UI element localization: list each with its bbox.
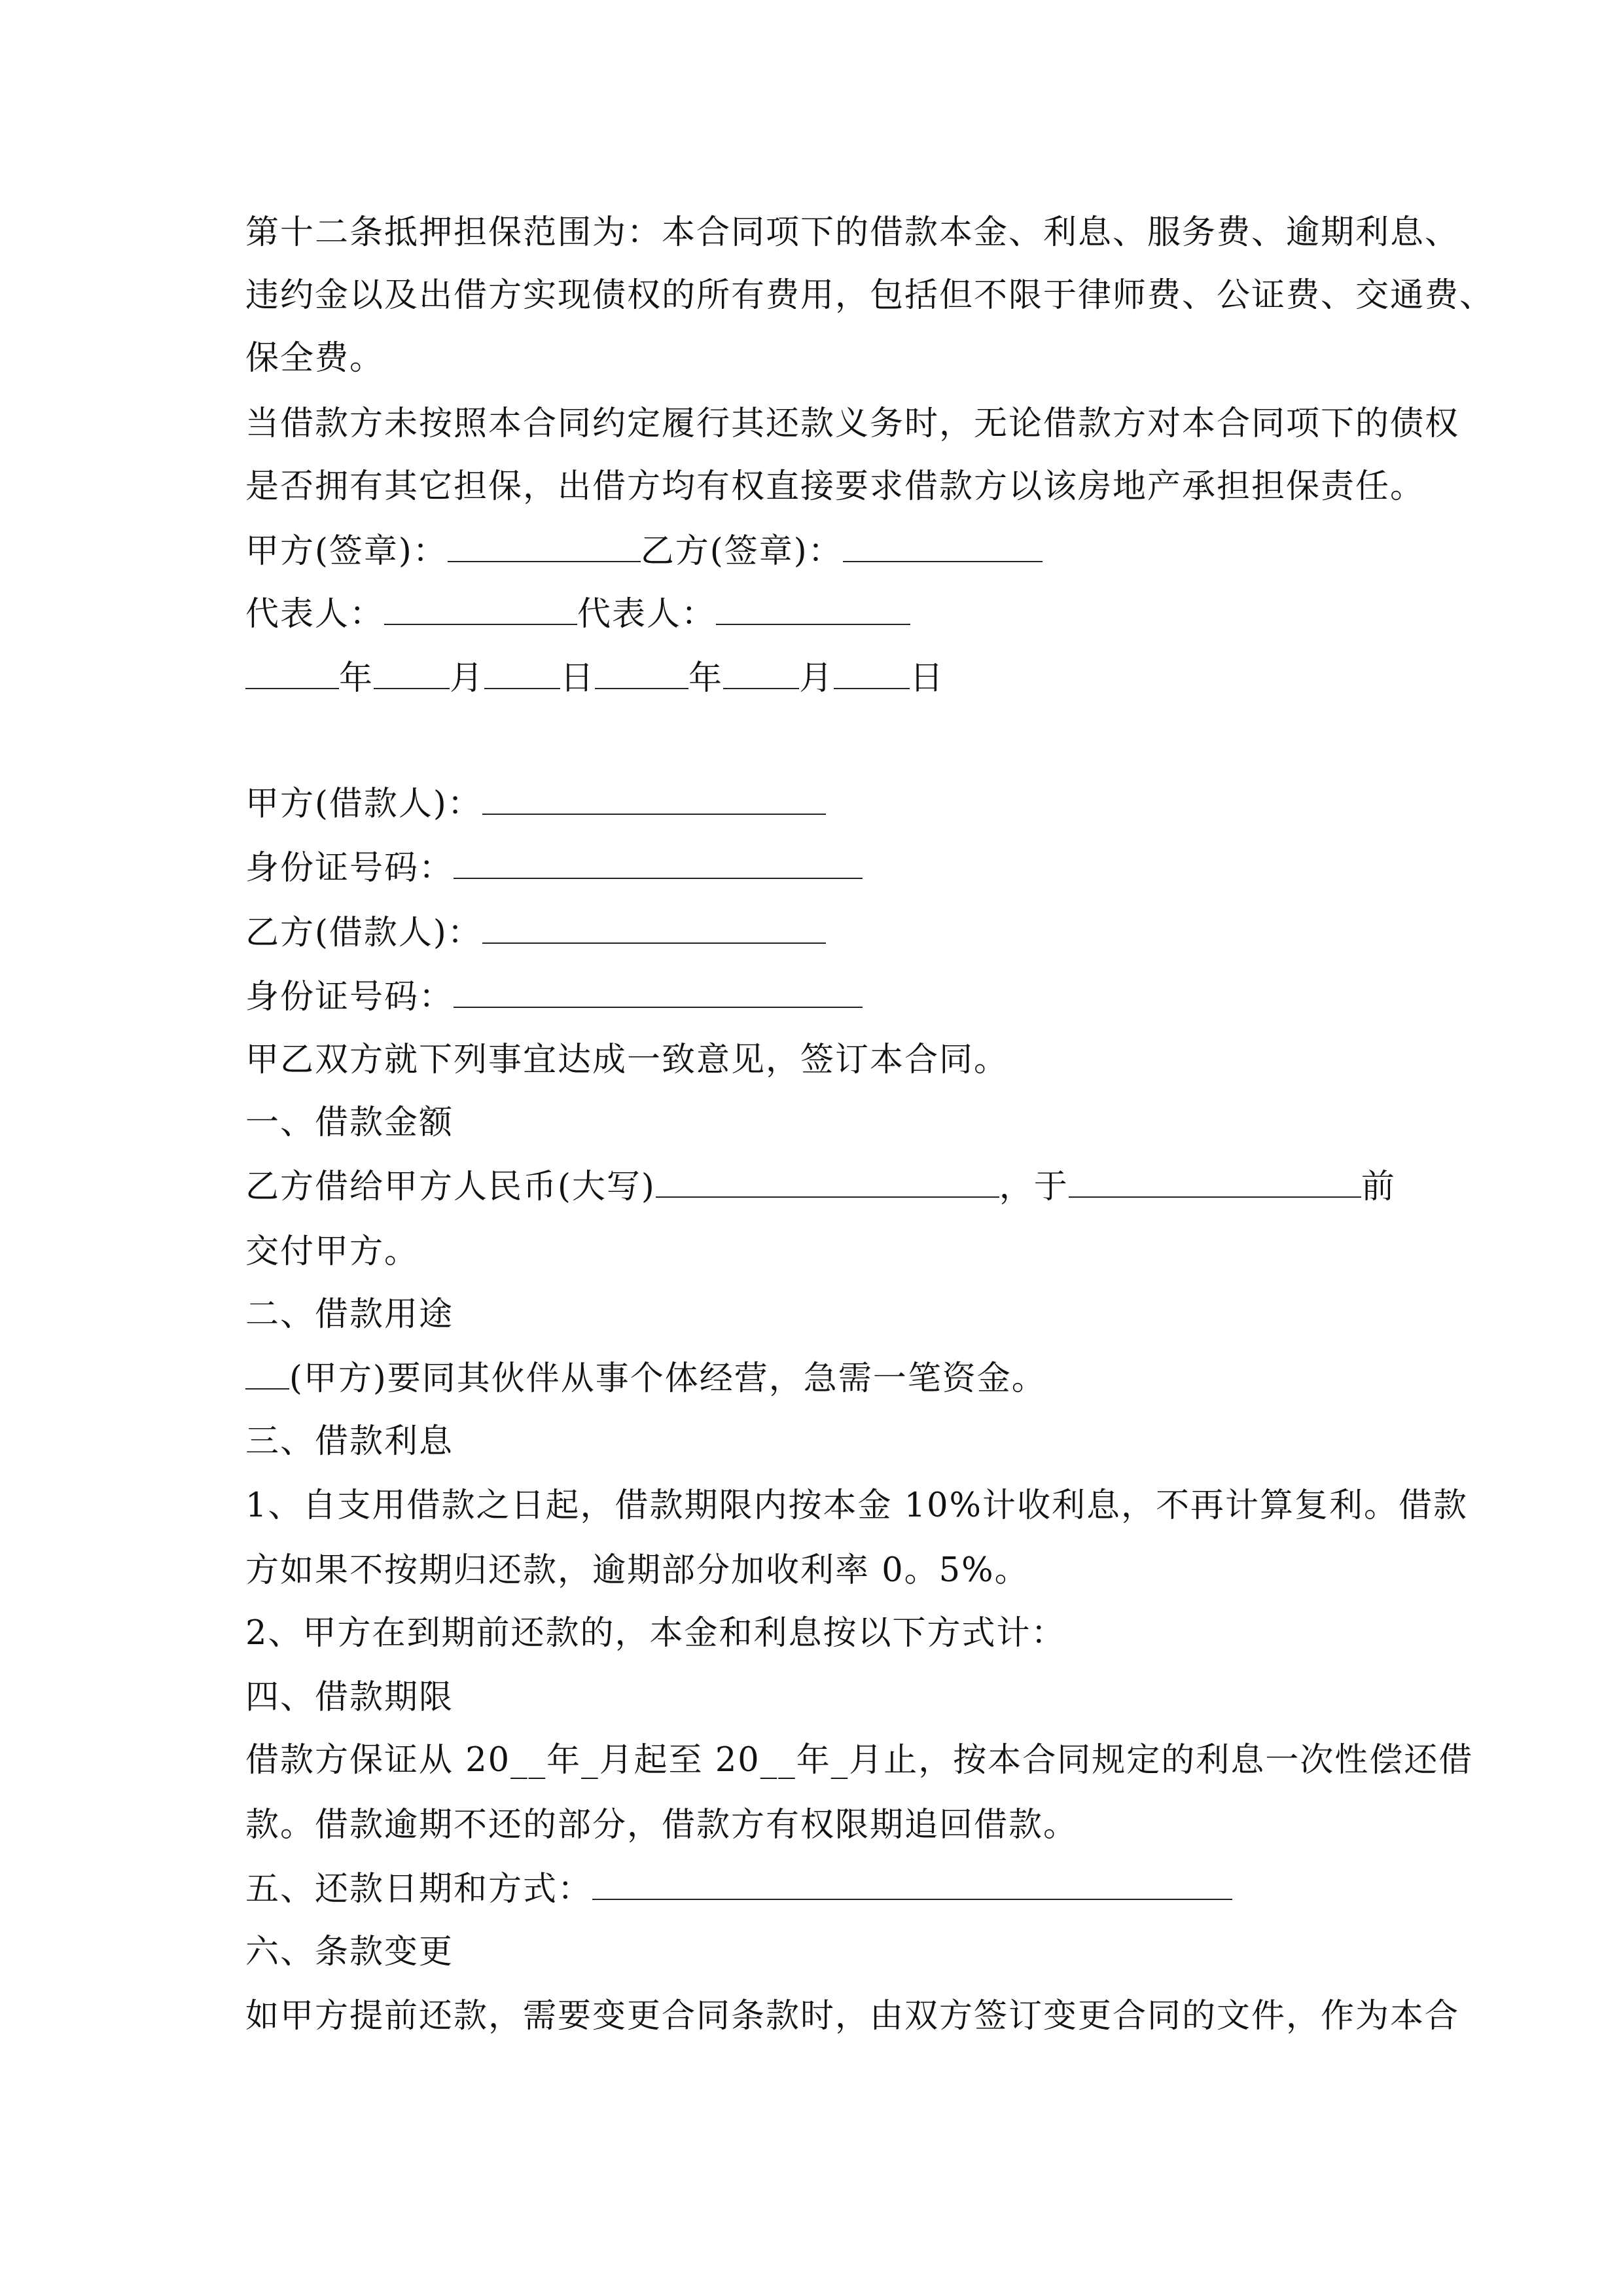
section-heading: 六、条款变更 xyxy=(245,1933,454,1971)
intro-text: 甲乙双方就下列事宜达成一致意见，签订本合同。 xyxy=(245,1041,1009,1079)
section-heading: 五、还款日期和方式： xyxy=(245,1870,593,1909)
section-heading: 二、借款用途 xyxy=(245,1295,454,1334)
paragraph-line: 第十二条抵押担保范围为：本合同项下的借款本金、利息、服务费、逾期利息、 xyxy=(245,213,1460,252)
id-a-label: 身份证号码： xyxy=(245,849,454,888)
paragraph-line: 款。借款逾期不还的部分，借款方有权限期追回借款。 xyxy=(245,1806,1079,1844)
paragraph-line: 如甲方提前还款，需要变更合同条款时，由双方签订变更合同的文件，作为本合 xyxy=(245,1997,1460,2036)
day-label: 日 xyxy=(560,659,596,698)
month-blank xyxy=(374,659,450,689)
month-blank xyxy=(723,659,799,689)
party-a-line xyxy=(245,785,826,824)
rep-b-label: 代表人： xyxy=(577,595,717,634)
month-label: 月 xyxy=(450,659,485,698)
rep-b-blank xyxy=(716,595,910,625)
paragraph-line: 借款方保证从 20__年_月起至 20__年_月止，按本合同规定的利息一次性偿还借 xyxy=(245,1741,1474,1780)
representative-line xyxy=(245,595,910,634)
day-label: 日 xyxy=(910,659,945,698)
purpose-line xyxy=(245,1359,1046,1399)
section-heading: 一、借款金额 xyxy=(245,1103,454,1142)
year-label: 年 xyxy=(688,659,724,698)
section-heading: 三、借款利息 xyxy=(245,1422,454,1461)
party-b-label: 乙方(借款人)： xyxy=(245,914,482,952)
party-b-sign-label: 乙方(签章)： xyxy=(640,532,843,571)
purpose-blank xyxy=(245,1359,289,1390)
paragraph-line: 是否拥有其它担保，出借方均有权直接要求借款方以该房地产承担担保责任。 xyxy=(245,467,1425,506)
year-label: 年 xyxy=(339,659,374,698)
id-b-line xyxy=(245,978,863,1017)
purpose-text: (甲方)要同其伙伴从事个体经营，急需一笔资金。 xyxy=(289,1359,1046,1398)
paragraph-line: 1、自支用借款之日起，借款期限内按本金 10%计收利息，不再计算复利。借款 xyxy=(245,1486,1469,1525)
amount-line xyxy=(245,1168,1396,1207)
party-b-line xyxy=(245,914,826,953)
month-label: 月 xyxy=(799,659,834,698)
repayment-blank xyxy=(592,1870,1232,1900)
date-line xyxy=(245,659,944,698)
paragraph-line: 交付甲方。 xyxy=(245,1232,419,1271)
id-a-blank xyxy=(454,849,863,879)
party-a-sign-label: 甲方(签章)： xyxy=(245,532,448,571)
year-blank xyxy=(595,659,688,689)
amount-blank xyxy=(656,1168,999,1198)
amount-text: 乙方借给甲方人民币(大写) xyxy=(245,1168,656,1206)
year-blank xyxy=(245,659,339,689)
party-b-blank xyxy=(482,914,826,944)
amount-text: ，于 xyxy=(999,1168,1069,1206)
date-blank xyxy=(1069,1168,1361,1198)
rep-a-blank xyxy=(384,595,577,625)
paragraph-line: 方如果不按期归还款，逾期部分加收利率 0。5%。 xyxy=(245,1551,1029,1590)
day-blank xyxy=(484,659,560,689)
party-a-sign-blank xyxy=(448,532,641,562)
paragraph-line: 当借款方未按照本合同约定履行其还款义务时，无论借款方对本合同项下的债权 xyxy=(245,404,1460,443)
amount-text: 前 xyxy=(1361,1168,1396,1206)
id-b-blank xyxy=(454,978,863,1008)
repayment-line xyxy=(245,1870,1232,1909)
party-b-sign-blank xyxy=(843,532,1043,562)
paragraph-line: 保全费。 xyxy=(245,339,385,378)
section-heading: 四、借款期限 xyxy=(245,1678,454,1717)
party-a-label: 甲方(借款人)： xyxy=(245,785,482,823)
party-a-blank xyxy=(482,785,826,815)
id-a-line xyxy=(245,849,863,888)
paragraph-line: 违约金以及出借方实现债权的所有费用，包括但不限于律师费、公证费、交通费、 xyxy=(245,276,1495,315)
day-blank xyxy=(834,659,910,689)
paragraph-line: 2、甲方在到期前还款的，本金和利息按以下方式计： xyxy=(245,1614,1066,1653)
id-b-label: 身份证号码： xyxy=(245,978,454,1016)
rep-a-label: 代表人： xyxy=(245,595,385,634)
signature-line xyxy=(245,532,1043,571)
